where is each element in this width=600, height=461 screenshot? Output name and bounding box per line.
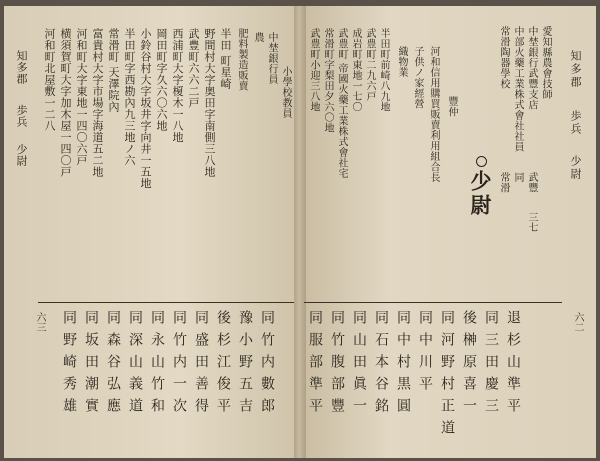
address-col: 河和町北屋敷一二八 <box>43 28 56 132</box>
person-entry: 同服部準平 <box>307 310 323 420</box>
person-entry: 同竹内一次 <box>171 310 187 420</box>
person-entry: 同中川平 <box>417 310 433 398</box>
person-entry: 退杉山準平 <box>505 310 521 420</box>
address-col: 横須賀町大字加木屋一四〇戸 <box>59 28 72 178</box>
address-col: 岡田町字久六〇六地 <box>155 28 168 132</box>
address-col: 半田 町星崎 <box>219 28 232 90</box>
address-col: 西浦町大字榎木一八地 <box>171 28 184 143</box>
person-entry: 同山田眞一 <box>351 310 367 420</box>
address-col: 武豊町 帝國火藥工業株式會社宅 <box>336 28 347 179</box>
circle-marker <box>476 156 487 167</box>
section-title: 少尉 <box>468 170 493 218</box>
header-vertical: 知多郡 歩兵 少尉 <box>569 50 582 181</box>
divider-line <box>38 302 294 303</box>
org-col: 常滑陶器學校 <box>498 26 509 89</box>
person-entry: 同野崎秀雄 <box>61 310 77 420</box>
org-col: 織物業 <box>396 46 407 78</box>
person-entry: 後榊原喜一 <box>461 310 477 420</box>
header-vertical <box>16 50 27 167</box>
divider-line <box>304 302 562 303</box>
person-entry: 同竹内數郎 <box>259 310 275 420</box>
address-col: 半田町字西勘內九三地ノ六 <box>123 28 136 166</box>
org-place: 武豐 <box>526 172 537 193</box>
org-col: 中部火藥工業株式會社社員 <box>512 26 523 152</box>
address-col: 武豊町小迎三八地 <box>308 28 319 112</box>
person-entry: 同深山義道 <box>127 310 143 420</box>
org-place: 常滑 <box>498 172 509 193</box>
address-col: 武豊町二九六戸 <box>364 28 375 102</box>
person-entry: 同石本谷銘 <box>373 310 389 420</box>
person-entry: 同森谷弘應 <box>105 310 121 420</box>
header-branch: 歩兵 <box>15 104 28 128</box>
org-col: 豐仲 <box>446 96 457 117</box>
left-page <box>4 6 300 458</box>
org-number: 三七 <box>526 212 537 232</box>
address-col: 富貴村大字市場字海道五二地 <box>91 28 104 178</box>
extra-col: 中埜銀行員 <box>266 32 277 85</box>
person-entry: 同三田慶三 <box>483 310 499 420</box>
book-gutter <box>294 6 306 458</box>
person-entry: 同竹腹部豐 <box>329 310 345 420</box>
address-col: 河和町大字東地一四〇六戸 <box>75 28 88 166</box>
person-entry: 同盛田善得 <box>193 310 209 420</box>
address-col: 小鈴谷村大字坂井字向井一五地 <box>139 28 152 189</box>
org-col: 中埜銀行武豐支店 <box>526 26 537 110</box>
header-district: 知多郡 <box>15 50 28 85</box>
person-entry: 同中村黒圓 <box>395 310 411 420</box>
page-number: 六二 <box>572 312 583 332</box>
right-page <box>300 6 596 458</box>
org-col: 愛知縣農會技師 <box>540 26 551 100</box>
address-col: 武豊町六六二戸 <box>187 28 200 109</box>
org-col: 河和信用購買販賣利用組合長 <box>428 46 439 183</box>
book-spread <box>4 6 596 458</box>
person-entry: 後杉江俊平 <box>215 310 231 420</box>
extra-col: 農 <box>252 32 263 43</box>
address-col: 半田町前崎八九地 <box>378 28 389 112</box>
header-rank: 少尉 <box>15 143 28 167</box>
person-entry: 同河野村正道 <box>439 310 455 442</box>
org-col: 子供ノ家經營 <box>412 46 423 109</box>
extra-col: 小學校教員 <box>280 66 291 119</box>
address-col: 野間村大字奥田字南側三八地 <box>203 28 216 178</box>
org-place: 同 <box>512 172 523 183</box>
person-entry: 同永山竹和 <box>149 310 165 420</box>
extra-col: 肥料製造販賣 <box>236 28 247 91</box>
address-col: 常滑町 天澤院內 <box>107 28 120 113</box>
address-col: 成岩町東地一七〇 <box>350 28 361 112</box>
page-number: 六三 <box>34 312 45 332</box>
address-col: 常滑町字梨田夕六〇地 <box>322 28 333 133</box>
person-entry: 同坂田潮實 <box>83 310 99 420</box>
person-entry: 豫小野五吉 <box>237 310 253 420</box>
